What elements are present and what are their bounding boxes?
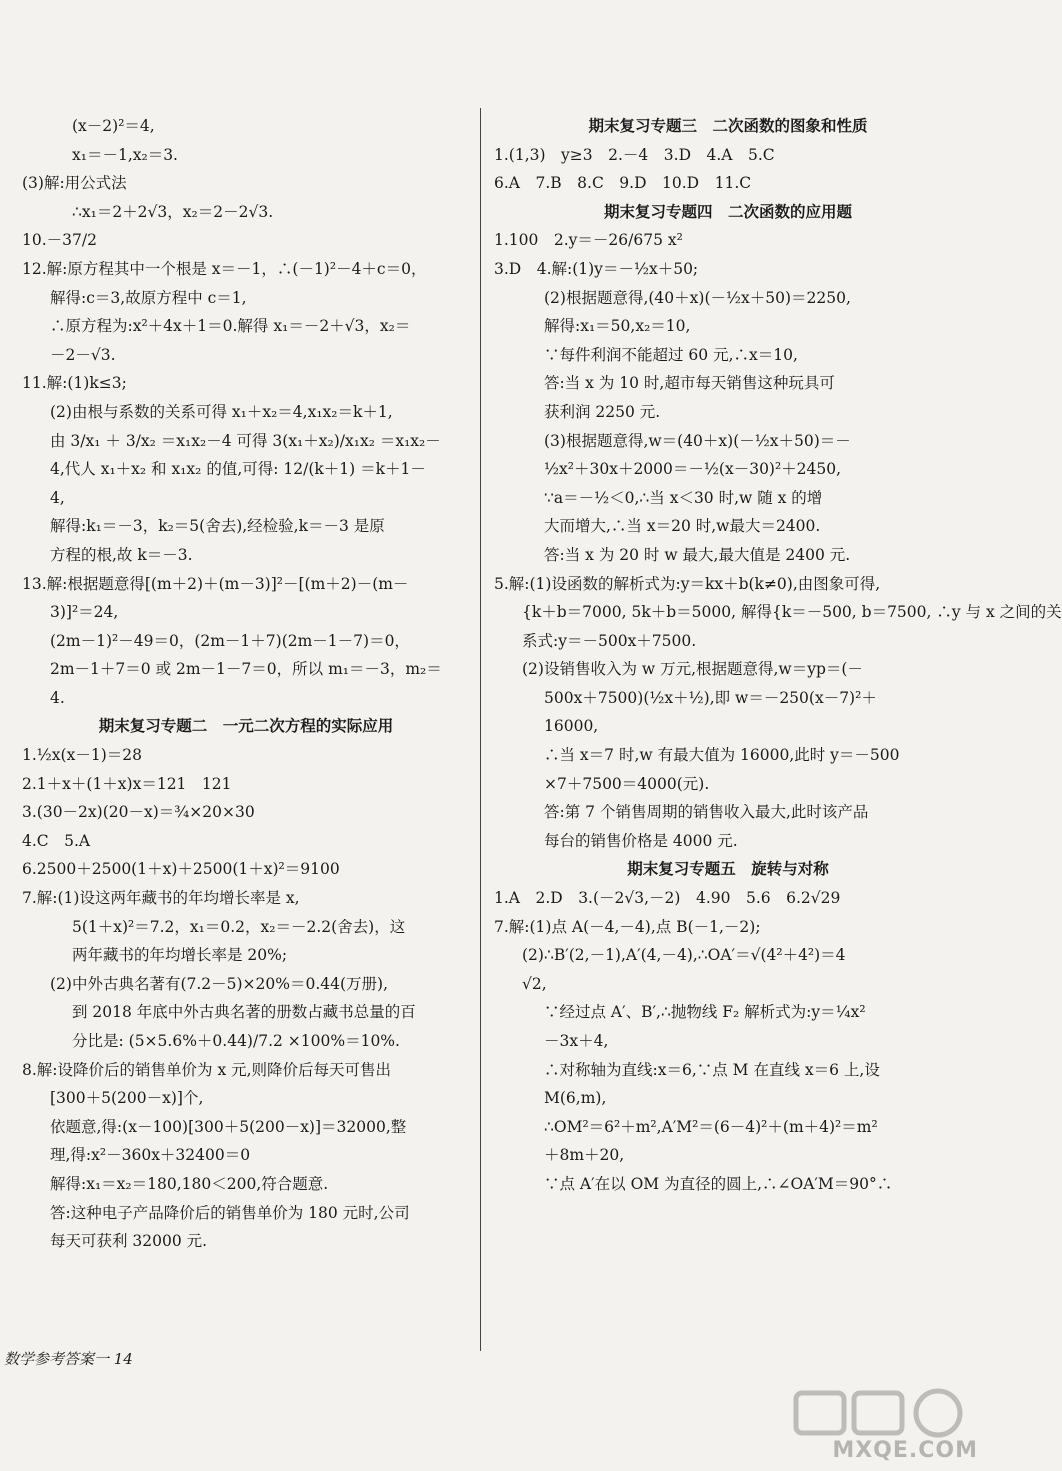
- answer-line: －3x＋4,: [544, 1032, 609, 1050]
- answer-line: 16000,: [544, 717, 599, 736]
- answer-line: 解得:c＝3,故原方程中 c＝1,: [50, 288, 247, 307]
- answer-line: {k＋b＝7000, 5k＋b＝5000, 解得{k＝－500, b＝7500, ∴y 与 x 之间的关: [522, 603, 1062, 622]
- answer-line: 8.解:设降价后的销售单价为 x 元,则降价后每天可售出: [22, 1060, 392, 1079]
- answer-line: ∵经过点 A′、B′,∴抛物线 F₂ 解析式为:y＝¼x²: [544, 1003, 866, 1022]
- answer-line: 3)]²＝24,: [50, 603, 119, 622]
- answer-line: 4,: [50, 488, 65, 507]
- answer-line: 12.解:原方程其中一个根是 x＝－1，∴(－1)²－4＋c＝0，: [22, 259, 427, 278]
- answer-line: ½x²＋30x＋2000＝－½(x－30)²＋2450,: [544, 460, 842, 479]
- section-heading: 期末复习专题三 二次函数的图象和性质: [588, 117, 868, 135]
- answer-line: ∴当 x＝7 时,w 有最大值为 16000,此时 y＝－500: [544, 746, 900, 765]
- answer-line: 4.: [50, 688, 65, 707]
- answer-line: 理,得:x²－360x＋32400＝0: [50, 1146, 251, 1165]
- answer-line: 方程的根,故 k＝－3.: [50, 545, 193, 564]
- answer-line: 4,代人 x₁＋x₂ 和 x₁x₂ 的值,可得: 12/(k＋1) ＝k＋1－: [50, 460, 426, 479]
- column-divider: [480, 108, 481, 1351]
- answer-line: 2.1＋x＋(1＋x)x＝121 121: [22, 774, 232, 793]
- answer-line: (2)由根与系数的关系可得 x₁＋x₂＝4,x₁x₂＝k＋1,: [50, 402, 393, 421]
- answer-line: (2)根据题意得,(40＋x)(－½x＋50)＝2250,: [544, 288, 851, 307]
- answer-line: (2)∴B′(2,－1),A′(4,－4),∴OA′＝√(4²＋4²)＝4: [522, 946, 846, 965]
- answer-line: 系式:y＝－500x＋7500.: [522, 631, 697, 650]
- answer-line: ∴OM²＝6²＋m²,A′M²＝(6－4)²＋(m＋4)²＝m²: [544, 1117, 878, 1136]
- answer-line: 解得:k₁＝－3，k₂＝5(舍去),经检验,k＝－3 是原: [50, 517, 385, 536]
- answer-line: (2)中外古典名著有(7.2－5)×20%＝0.44(万册),: [50, 974, 389, 993]
- answer-line: 答:当 x 为 10 时,超市每天销售这种玩具可: [544, 374, 835, 393]
- answer-line: 解得:x₁＝x₂＝180,180＜200,符合题意.: [50, 1174, 329, 1193]
- answer-line: ∵a＝－½＜0,∴当 x＜30 时,w 随 x 的增: [544, 488, 823, 507]
- answer-line: 4.C 5.A: [22, 831, 91, 850]
- answer-line: 500x＋7500)(½x＋½),即 w＝－250(x－7)²＋: [544, 688, 877, 707]
- watermark-text: MXQE.COM: [832, 1438, 978, 1463]
- answer-line: 由 3/x₁ ＋ 3/x₂ ＝x₁x₂－4 可得 3(x₁＋x₂)/x₁x₂ ＝x₁x₂－: [50, 431, 441, 450]
- answer-line: 答:这种电子产品降价后的销售单价为 180 元时,公司: [50, 1203, 410, 1222]
- answer-line: ∴对称轴为直线:x＝6,∵点 M 在直线 x＝6 上,设: [544, 1060, 880, 1079]
- answer-line: 2m－1＋7＝0 或 2m－1－7＝0，所以 m₁＝－3，m₂＝: [50, 660, 442, 679]
- answer-line: －2－√3.: [50, 345, 116, 364]
- answer-line: 依题意,得:(x－100)[300＋5(200－x)]＝32000,整: [50, 1117, 407, 1136]
- answer-line: 到 2018 年底中外古典名著的册数占藏书总量的百: [72, 1003, 416, 1022]
- answer-line: ∴x₁＝2＋2√3，x₂＝2－2√3.: [72, 202, 274, 221]
- answer-line: 5(1＋x)²＝7.2，x₁＝0.2，x₂＝－2.2(舍去)，这: [72, 917, 406, 936]
- page-footer: 数学参考答案一 14: [4, 1350, 133, 1368]
- answer-line: 每台的销售价格是 4000 元.: [544, 831, 738, 850]
- answer-line: 11.解:(1)k≤3;: [22, 374, 127, 393]
- answer-line: √2,: [522, 974, 547, 993]
- answer-line: ∵点 A′在以 OM 为直径的圆上,∴∠OA′M＝90°∴: [544, 1174, 893, 1193]
- answer-line: [300＋5(200－x)]个,: [50, 1089, 204, 1108]
- answer-line: 7.解:(1)点 A(－4,－4),点 B(－1,－2);: [494, 917, 761, 936]
- answer-line: 13.解:根据题意得[(m＋2)＋(m－3)]²－[(m＋2)－(m－: [22, 574, 409, 593]
- right-column: [494, 112, 1062, 1371]
- answer-line: 两年藏书的年均增长率是 20%;: [72, 946, 288, 965]
- answer-line: (3)解:用公式法: [22, 174, 127, 193]
- answer-line: 大而增大,∴当 x＝20 时,w最大＝2400.: [544, 517, 821, 536]
- answer-line: 3.(30－2x)(20－x)＝¾×20×30: [22, 803, 255, 822]
- answer-line: 6.2500＋2500(1＋x)＋2500(1＋x)²＝9100: [22, 860, 340, 879]
- answer-line: 1.½x(x－1)＝28: [22, 746, 142, 765]
- section-heading: 期末复习专题四 二次函数的应用题: [603, 202, 852, 221]
- answer-line: (3)根据题意得,w＝(40＋x)(－½x＋50)＝－: [544, 431, 851, 450]
- answer-line: ＋8m＋20,: [544, 1146, 625, 1165]
- answer-line: 7.解:(1)设这两年藏书的年均增长率是 x,: [22, 889, 300, 908]
- answer-line: (2)设销售收入为 w 万元,根据题意得,w＝yp＝(－: [522, 660, 863, 679]
- answer-line: (2m－1)²－49＝0，(2m－1＋7)(2m－1－7)＝0，: [50, 631, 410, 650]
- answer-line: 答:当 x 为 20 时 w 最大,最大值是 2400 元.: [544, 545, 851, 564]
- answer-line: 解得:x₁＝50,x₂＝10,: [544, 317, 691, 336]
- answer-line: 1.A 2.D 3.(－2√3,－2) 4.90 5.6 6.2√29: [494, 889, 841, 908]
- answer-line: 10.－37/2: [22, 231, 97, 250]
- answer-line: 1.(1,3) y≥3 2.－4 3.D 4.A 5.C: [494, 145, 775, 164]
- section-heading: 期末复习专题二 一元二次方程的实际应用: [98, 717, 394, 736]
- answer-line: 6.A 7.B 8.C 9.D 10.D 11.C: [494, 174, 752, 193]
- answer-line: ×7＋7500＝4000(元).: [544, 774, 710, 793]
- answer-line: 获利润 2250 元.: [544, 402, 661, 421]
- answer-line: 5.解:(1)设函数的解析式为:y＝kx＋b(k≠0),由图象可得,: [494, 574, 881, 593]
- answer-line: x₁＝－1,x₂＝3.: [72, 145, 178, 164]
- answer-line: ∵每件利润不能超过 60 元,∴x＝10,: [544, 345, 798, 364]
- answer-line: 3.D 4.解:(1)y＝－½x＋50;: [494, 259, 699, 278]
- answer-line: ∴原方程为:x²＋4x＋1＝0.解得 x₁＝－2＋√3，x₂＝: [50, 317, 411, 336]
- answer-line: 每天可获利 32000 元.: [50, 1232, 208, 1251]
- left-column: [22, 112, 470, 1371]
- answer-line: (x－2)²＝4,: [72, 117, 155, 135]
- section-heading: 期末复习专题五 旋转与对称: [627, 860, 829, 879]
- answer-line: 答:第 7 个销售周期的销售收入最大,此时该产品: [544, 803, 869, 822]
- answer-line: 1.100 2.y＝－26/675 x²: [494, 231, 683, 250]
- answer-line: 分比是: (5×5.6%＋0.44)/7.2 ×100%＝10%.: [72, 1032, 400, 1050]
- answer-line: M(6,m),: [544, 1089, 607, 1108]
